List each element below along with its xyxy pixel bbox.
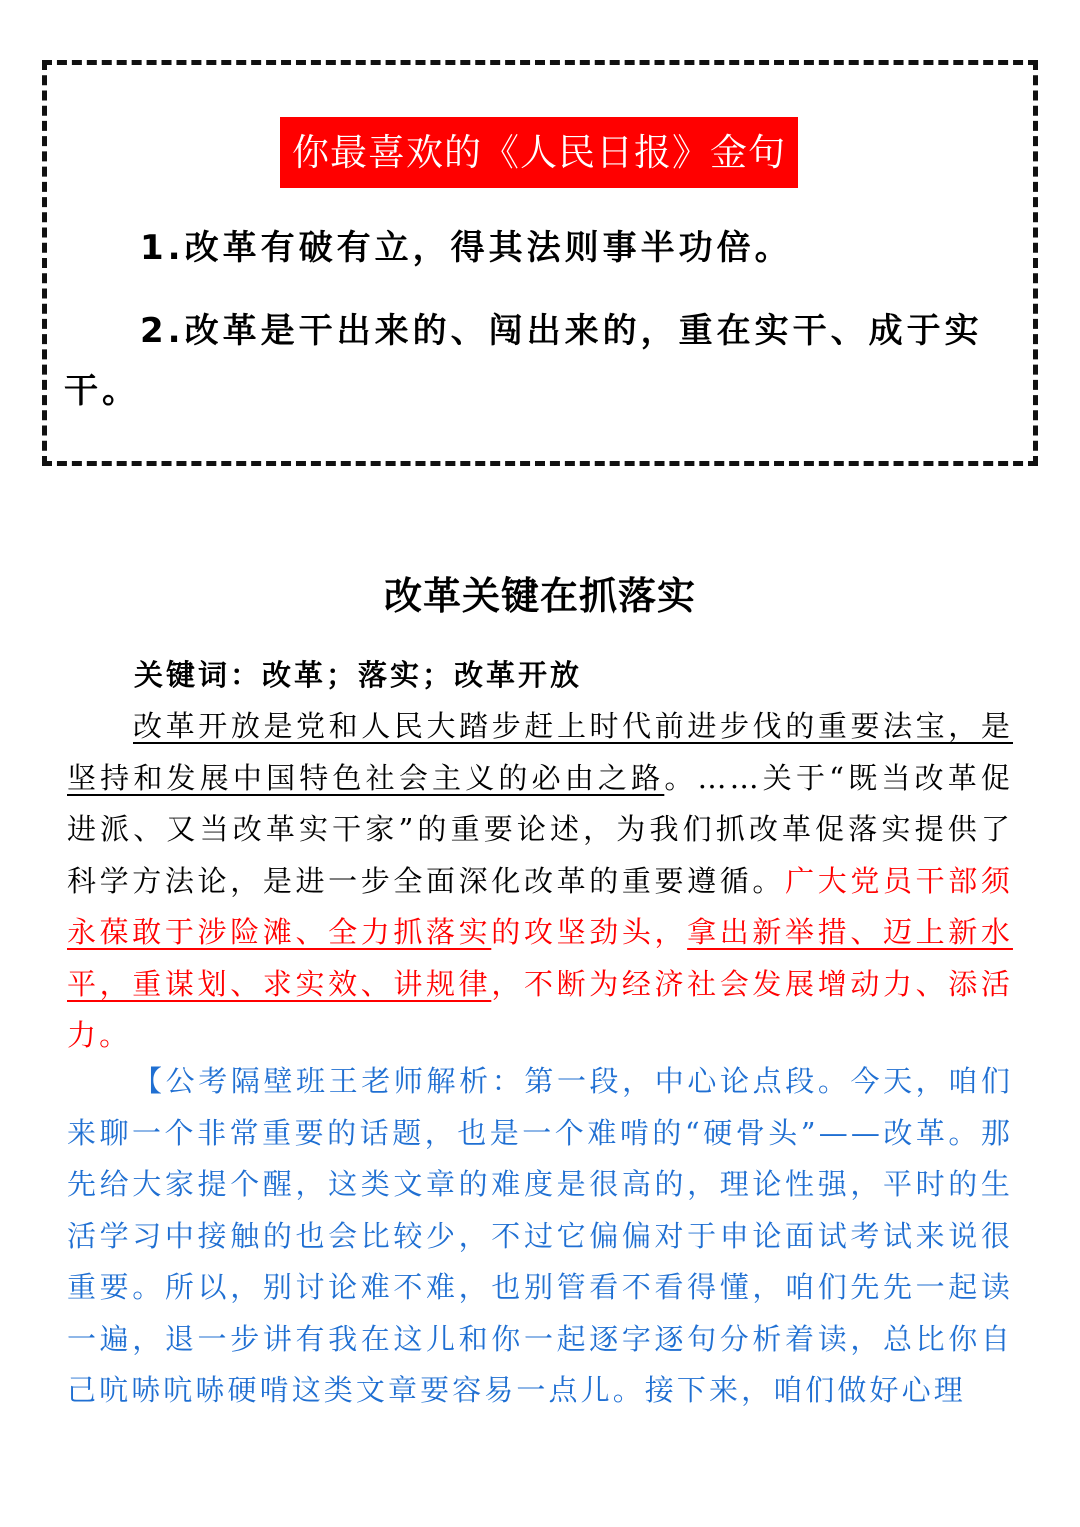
- p1-underlined: 改革开放是党和人民大踏步赶上时代前进步伐的重要法宝，是坚持和发展中国特色社会主义的必由之路: [67, 709, 1013, 795]
- p1-red-underlined-2: 拿出新举措、迈上新水平，重谋划、求实效、讲规律: [67, 915, 1013, 1001]
- p1-red-2: 的攻坚劲头，: [491, 915, 688, 949]
- paragraph-1: [67, 701, 1013, 1062]
- article-title: 改革关键在抓落实: [383, 573, 696, 618]
- p1-red-underlined-1: 永葆敢于涉险滩、全力抓落实: [67, 915, 492, 949]
- p1-red-3: ，不断为经济社会发展增动力、添活力。: [67, 966, 1013, 1052]
- quote-2: [64, 301, 1024, 421]
- quote-1-text: 改革有破有立，得其法则事半功倍。: [184, 228, 793, 268]
- quote-1: [64, 218, 1024, 278]
- quote-1-number: 1.: [140, 228, 185, 268]
- quote-box-title: 你最喜欢的《人民日报》金句: [280, 117, 798, 188]
- p1-red-1: 广大党员干部须: [785, 863, 1013, 898]
- p1-normal: 。……关于“既当改革促进派、又当改革实干家”的重要论述，为我们抓改革促落实提供了科学方法论，是进一步全面深化改革的重要遵循。: [67, 760, 1013, 898]
- analysis-paragraph: 【公考隔壁班王老师解析：第一段，中心论点段。今天，咱们来聊一个非常重要的话题，也是一个难啃的“硬骨头”——改革。那先给大家提个醒，这类文章的难度是很高的，理论性强，平时的生活学习中接触的也会比较少，不过它偏偏对于申论面试考试来说很重要。所以，别讨论难不难，也别管看不看得懂，咱们先先一起读一遍，退一步讲有我在这儿和你一起逐字逐句分析着读，总比你自己吭哧吭哧硬啃这类文章要容易一点儿。接下来，咱们做好心理: [67, 1064, 1013, 1407]
- quote-2-text: 改革是干出来的、闯出来的，重在实干、成于实干。: [64, 311, 983, 411]
- quote-2-number: 2.: [140, 311, 185, 351]
- keywords: 关键词：改革；落实；改革开放: [134, 658, 583, 692]
